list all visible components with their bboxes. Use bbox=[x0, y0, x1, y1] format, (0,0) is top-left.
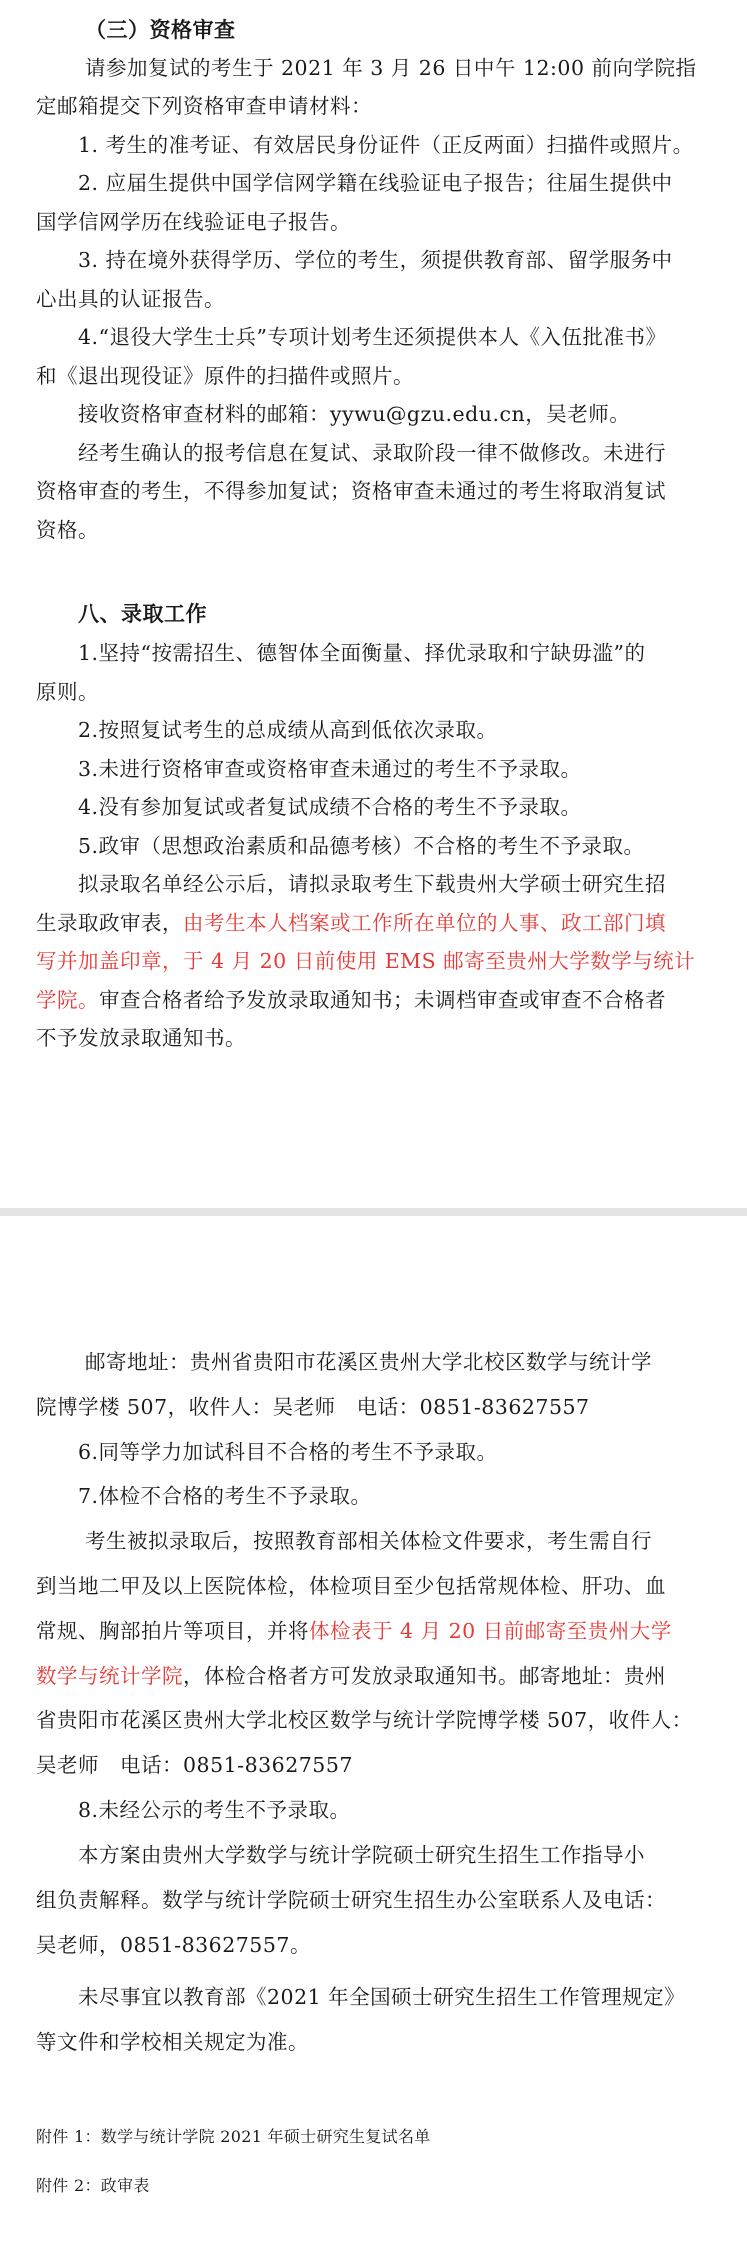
explanation-line-2: 组负责解释。数学与统计学院硕士研究生招生办公室联系人及电话： bbox=[36, 1888, 666, 1912]
political-review-highlight-end: 学院。 bbox=[36, 988, 99, 1012]
medical-exam-highlight: 体检表于 4 月 20 日前邮寄至贵州大学 bbox=[309, 1619, 672, 1643]
qualification-item-1: 1. 考生的准考证、有效居民身份证件（正反两面）扫描件或照片。 bbox=[78, 133, 694, 157]
qualification-item-3: 3. 持在境外获得学历、学位的考生，须提供教育部、留学服务中 bbox=[78, 248, 673, 272]
political-review-line-2 bbox=[36, 906, 717, 936]
qualification-item-2: 2. 应届生提供中国学信网学籍在线验证电子报告；往届生提供中 bbox=[78, 171, 673, 195]
political-review-text: 生录取政审表， bbox=[36, 911, 183, 935]
admission-item-1-cont: 原则。 bbox=[36, 680, 99, 704]
qualification-item-4: 4.“退役大学生士兵”专项计划考生还须提供本人《入伍批准书》 bbox=[78, 325, 667, 349]
medical-exam-text: 常规、胸部拍片等项目，并将 bbox=[36, 1619, 309, 1643]
medical-exam-line-2: 到当地二甲及以上医院体检，体检项目至少包括常规体检、肝功、血 bbox=[36, 1574, 666, 1598]
political-review-para: 拟录取名单经公示后，请拟录取考生下载贵州大学硕士研究生招 bbox=[78, 872, 666, 896]
explanation-line-3: 吴老师，0851-83627557。 bbox=[36, 1933, 311, 1957]
other-matters-line-2: 等文件和学校相关规定为准。 bbox=[36, 2030, 309, 2054]
mailing-address-cont: 院博学楼 507，收件人：吴老师 电话：0851-83627557 bbox=[36, 1395, 590, 1419]
admission-item-4: 4.没有参加复试或者复试成绩不合格的考生不予录取。 bbox=[78, 795, 582, 819]
mailing-address: 邮寄地址：贵州省贵阳市花溪区贵州大学北校区数学与统计学 bbox=[85, 1350, 652, 1374]
qualification-note-cont: 资格审查的考生，不得参加复试；资格审查未通过的考生将取消复试 bbox=[36, 479, 666, 503]
political-review-highlight: 由考生本人档案或工作所在单位的人事、政工部门填 bbox=[183, 911, 666, 935]
political-review-highlight-cont: 写并加盖印章，于 4 月 20 日前使用 EMS 邮寄至贵州大学数学与统计 bbox=[36, 949, 696, 973]
admission-item-5: 5.政审（思想政治素质和品德考核）不合格的考生不予录取。 bbox=[78, 834, 645, 858]
medical-exam-line-3 bbox=[36, 1614, 717, 1644]
medical-exam-line-4 bbox=[36, 1659, 717, 1689]
attachment-2: 附件 2：政审表 bbox=[36, 2176, 150, 2195]
medical-exam-line-6: 吴老师 电话：0851-83627557 bbox=[36, 1753, 353, 1777]
political-review-line-4 bbox=[36, 983, 717, 1013]
admission-item-1: 1.坚持“按需招生、德智体全面衡量、择优录取和宁缺毋滥”的 bbox=[78, 641, 646, 665]
qualification-intro: 请参加复试的考生于 2021 年 3 月 26 日中午 12:00 前向学院指 bbox=[85, 56, 697, 80]
qualification-item-4-cont: 和《退出现役证》原件的扫描件或照片。 bbox=[36, 364, 414, 388]
qualification-note: 经考生确认的报考信息在复试、录取阶段一律不做修改。未进行 bbox=[78, 441, 666, 465]
admission-item-6: 6.同等学力加试科目不合格的考生不予录取。 bbox=[78, 1440, 498, 1464]
admission-item-2: 2.按照复试考生的总成绩从高到低依次录取。 bbox=[78, 718, 498, 742]
political-review-result: 审查合格者给予发放录取通知书；未调档审查或审查不合格者 bbox=[99, 988, 666, 1012]
qualification-intro-cont: 定邮箱提交下列资格审查申请材料： bbox=[36, 94, 372, 118]
other-matters-para: 未尽事宜以教育部《2021 年全国硕士研究生招生工作管理规定》 bbox=[78, 1985, 686, 2009]
attachment-1: 附件 1：数学与统计学院 2021 年硕士研究生复试名单 bbox=[36, 2127, 431, 2146]
qualification-email: 接收资格审查材料的邮箱：yywu@gzu.edu.cn，吴老师。 bbox=[78, 402, 631, 426]
political-review-end: 不予发放录取通知书。 bbox=[36, 1026, 246, 1050]
page-divider bbox=[0, 1208, 747, 1216]
medical-exam-result: ，体检合格者方可发放录取通知书。邮寄地址：贵州 bbox=[183, 1664, 666, 1688]
admission-item-7: 7.体检不合格的考生不予录取。 bbox=[78, 1484, 372, 1508]
admission-item-3: 3.未进行资格审查或资格审查未通过的考生不予录取。 bbox=[78, 757, 582, 781]
section-title-qualification: （三）资格审查 bbox=[85, 18, 236, 42]
qualification-note-end: 资格。 bbox=[36, 518, 99, 542]
medical-exam-line-5: 省贵阳市花溪区贵州大学北校区数学与统计学院博学楼 507，收件人： bbox=[36, 1708, 693, 1732]
qualification-item-3-cont: 心出具的认证报告。 bbox=[36, 287, 225, 311]
admission-item-8: 8.未经公示的考生不予录取。 bbox=[78, 1798, 351, 1822]
explanation-para: 本方案由贵州大学数学与统计学院硕士研究生招生工作指导小 bbox=[78, 1843, 645, 1867]
medical-exam-highlight-cont: 数学与统计学院 bbox=[36, 1664, 183, 1688]
medical-exam-para: 考生被拟录取后，按照教育部相关体检文件要求，考生需自行 bbox=[85, 1529, 652, 1553]
qualification-item-2-cont: 国学信网学历在线验证电子报告。 bbox=[36, 210, 351, 234]
section-title-admission: 八、录取工作 bbox=[78, 602, 207, 626]
